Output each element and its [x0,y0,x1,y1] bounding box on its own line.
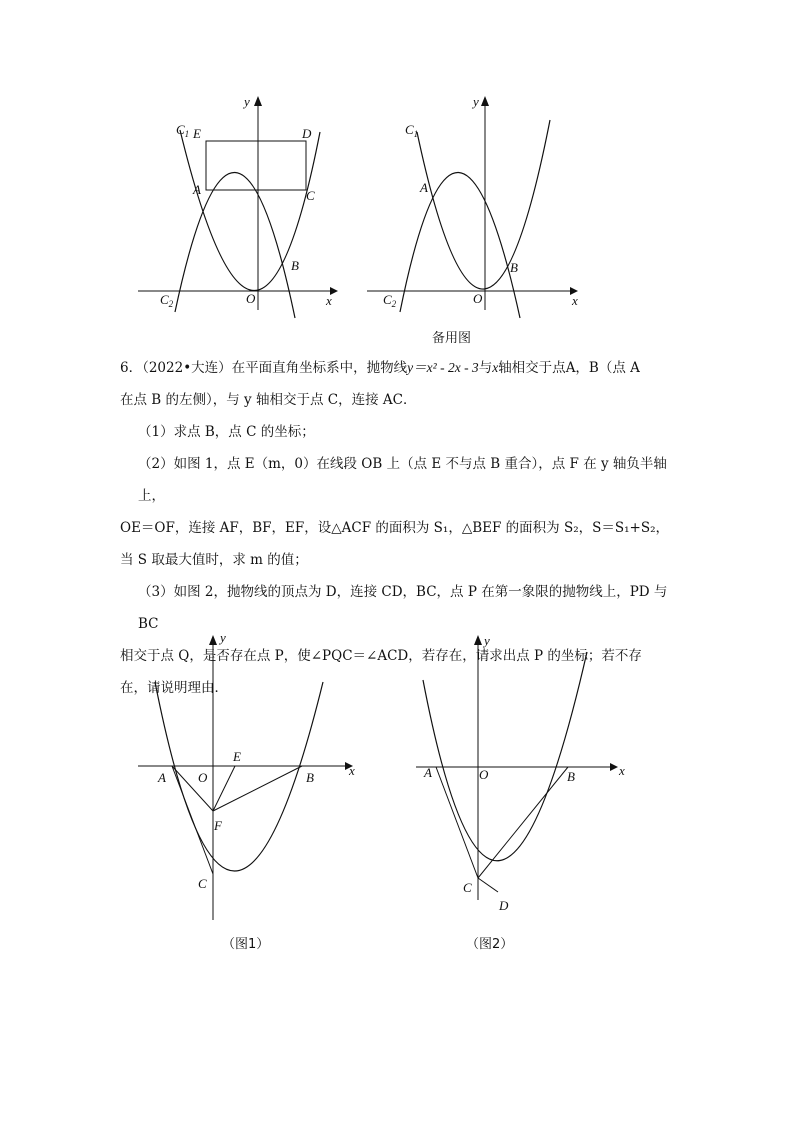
figure-top-left [130,90,350,330]
rectangle-acde [206,141,306,190]
label-c2: $C_2$ [160,292,174,309]
label-c1: $C_1$ [176,122,190,139]
figure-top-right [355,90,595,330]
y-arrow [254,96,262,106]
label-b: B [567,769,575,784]
label-y: y [220,630,226,645]
label-d: D [302,126,312,141]
label-c2: $C_2$ [383,292,397,309]
y-arrow [481,96,489,106]
label-a: A [158,770,166,785]
problem-part2-line1: （2）如图 1，点 E（m，0）在线段 OB 上（点 E 不与点 B 重合），点 F 在 y 轴负半轴上， [138,456,667,504]
problem-stem-line2: 在点 B 的左侧），与 y 轴相交于点 C，连接 AC． [120,392,417,408]
y-arrow [474,635,482,645]
label-a: A [193,182,201,197]
figure-1 [130,630,370,930]
label-a: A [424,765,432,780]
label-x: x [349,763,355,778]
label-y: y [473,94,479,109]
label-c: C [306,188,315,203]
caption-figure-2: （图2） [466,937,514,952]
label-x: x [326,293,332,308]
label-o: O [198,770,208,785]
label-o: O [246,291,256,306]
label-e: E [193,126,201,141]
segment-cd [478,878,498,892]
segment-ac [436,767,478,878]
parabola [423,652,587,861]
figure-2 [410,630,650,930]
parabola-c1 [180,130,320,291]
label-c: C [463,880,472,895]
problem-part3-line1: （3）如图 2，抛物线的顶点为 D，连接 CD，BC，点 P 在第一象限的抛物线上，PD 与 BC [138,584,668,632]
label-o: O [479,767,489,782]
label-c: C [198,876,207,891]
segment-ef [213,766,235,811]
segment-bc [478,767,568,878]
caption-backup-figure: 备用图 [432,331,472,346]
label-c1: $C_1$ [405,122,419,139]
y-arrow [209,635,217,645]
label-y: y [244,94,250,109]
problem-part1: （1）求点 B，点 C 的坐标； [138,424,315,440]
problem-stem-line1: 6．（2022•大连）在平面直角坐标系中，抛物线y＝x² - 2x - 3与x轴相交于点A，B（点 A [120,360,640,376]
label-b: B [306,770,314,785]
label-x: x [619,763,625,778]
problem-part2-line2: OE＝OF，连接 AF，BF，EF，设△ACF 的面积为 S₁，△BEF 的面积为 S₂，S＝S₁+S₂， [120,520,669,536]
caption-figure-1: （图1） [222,937,270,952]
label-a: A [420,180,428,195]
problem-part3-line2: 相交于点 Q，是否存在点 P，使∠PQC＝∠ACD，若存在，请求出点 P 的坐标；若不存 [120,648,642,664]
x-arrow [610,763,618,771]
parabola-c2 [400,172,520,318]
label-y: y [484,633,490,648]
parabola-c1 [417,120,550,289]
label-f: F [214,818,222,833]
label-b: B [510,260,518,275]
problem-part3-line3: 在，请说明理由． [120,680,228,696]
label-b: B [291,258,299,273]
segment-bf [213,766,302,811]
label-x: x [572,293,578,308]
label-o: O [473,291,483,306]
problem-part2-line3: 当 S 取最大值时，求 m 的值； [120,552,308,568]
label-d: D [499,898,509,913]
label-e: E [233,749,241,764]
parabola [155,682,323,871]
